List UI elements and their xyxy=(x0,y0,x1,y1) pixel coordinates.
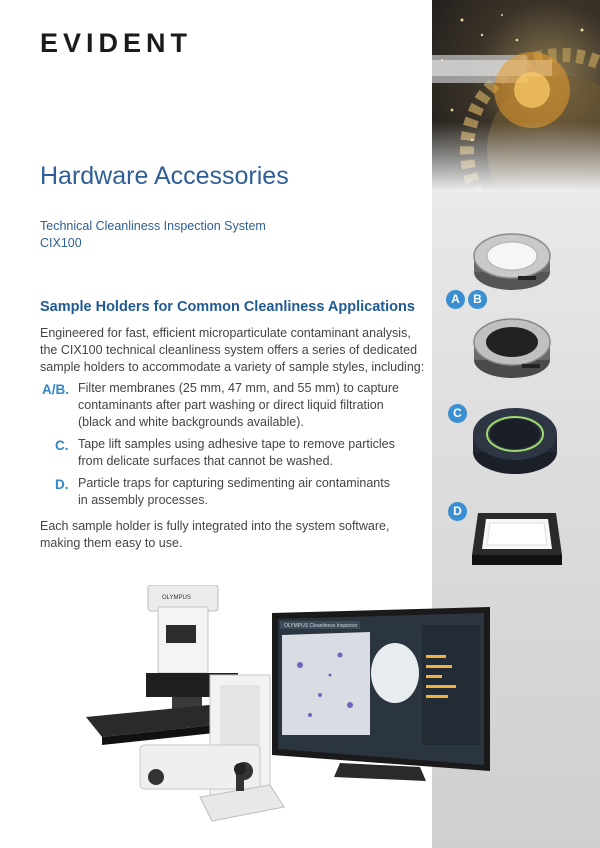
page-title: Hardware Accessories xyxy=(40,162,289,190)
intro-paragraph xyxy=(40,325,425,376)
item-line: contaminants after part washing or direct liquid filtration xyxy=(78,398,384,412)
list-item-ab xyxy=(0,380,440,432)
badge-d: D xyxy=(448,502,467,521)
item-label-c: C. xyxy=(55,438,69,453)
list-item-d xyxy=(0,475,440,511)
hero-gear-image xyxy=(432,0,600,192)
item-line: Particle traps for capturing sedimenting air contaminants xyxy=(78,476,390,490)
closing-paragraph xyxy=(40,518,410,552)
item-text-ab xyxy=(78,380,399,431)
section-heading: Sample Holders for Common Cleanliness Applications xyxy=(40,299,415,315)
item-label-d: D. xyxy=(55,477,69,492)
monitor-title: OLYMPUS Cleanliness Inspector xyxy=(284,623,358,629)
list-item-c xyxy=(0,436,440,472)
subtitle-model: CIX100 xyxy=(40,236,82,250)
cix100-system-image xyxy=(80,585,500,825)
item-line: (black and white backgrounds available). xyxy=(78,415,304,429)
item-text-d xyxy=(78,475,390,509)
badge-b: B xyxy=(468,290,487,309)
subtitle-system: Technical Cleanliness Inspection System xyxy=(40,219,266,233)
evident-logo: EVIDENT xyxy=(40,28,193,58)
sample-holder-a-image xyxy=(472,226,552,296)
intro-line: Engineered for fast, efficient microparticulate contaminant analysis, xyxy=(40,326,411,340)
item-line: Filter membranes (25 mm, 47 mm, and 55 mm) to capture xyxy=(78,381,399,395)
badge-c: C xyxy=(448,404,467,423)
sample-holder-d-image xyxy=(468,505,564,571)
item-line: Tape lift samples using adhesive tape to remove particles xyxy=(78,437,395,451)
intro-line: sample holders to accommodate a variety of sample styles, including: xyxy=(40,360,425,374)
item-text-c xyxy=(78,436,395,470)
closing-line: Each sample holder is fully integrated into the system software, xyxy=(40,519,390,533)
hero-fade xyxy=(432,122,600,192)
item-line: from delicate surfaces that cannot be washed. xyxy=(78,454,334,468)
item-label-ab: A/B. xyxy=(42,382,69,397)
intro-line: the CIX100 technical cleanliness system offers a series of dedicated xyxy=(40,343,418,357)
sample-holder-b-image xyxy=(472,312,552,384)
microscope-brand: OLYMPUS xyxy=(162,595,191,601)
item-line: in assembly processes. xyxy=(78,493,208,507)
sample-holder-c-image xyxy=(470,402,560,478)
badge-a: A xyxy=(446,290,465,309)
closing-line: making them easy to use. xyxy=(40,536,183,550)
